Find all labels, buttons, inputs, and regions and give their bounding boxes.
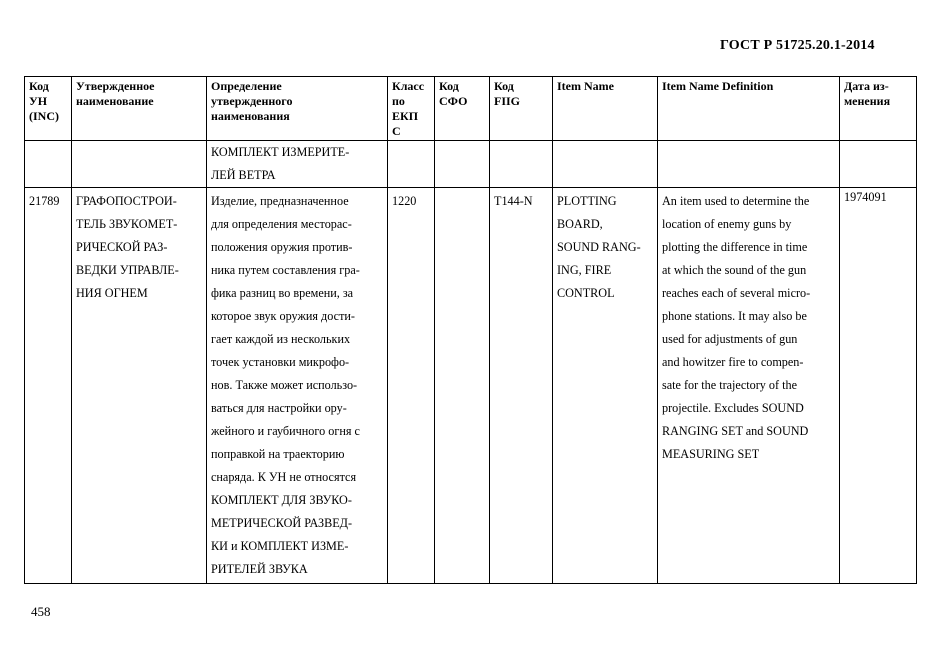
col-header-item-name: Item Name: [553, 77, 658, 141]
cell-definition: [207, 141, 388, 188]
item-name-definition-text: An item used to determine the location of enemy guns by plotting the difference in time at which the sound of the gun reaches each of several micro- phone stations. It may also be used for adjustments of gun and howitzer fire to compen- sate for the trajectory of the projectile. Excludes SOUND RANGING SET and SOUND MEASURING SET: [662, 194, 811, 461]
table-row-continuation: [25, 141, 917, 188]
col-header-fiig: Код FIIG: [490, 77, 553, 141]
standard-designation: ГОСТ Р 51725.20.1-2014: [720, 38, 875, 53]
definition-text: Изделие, предназначенное для определения месторас- положения оружия против- ника путем составления гра- фика разниц во времени, за которое звук оружия дости- гает каждой из нескольких точек установки микрофо- нов. Также может использо- ваться для настройки ору- жейного и гаубичного огня с поправкой на траекторию снаряда. К УН не относятся КОМПЛЕКТ ДЛЯ ЗВУКО- МЕТРИЧЕСКОЙ РАЗВЕД- КИ и КОМПЛЕКТ ИЗМЕ- РИТЕЛЕЙ ЗВУКА: [211, 194, 360, 576]
col-header-item-name-definition: Item Name Definition: [658, 77, 840, 141]
page-number: 458: [31, 604, 51, 619]
fiig-code: T144-N: [494, 194, 533, 208]
cell-definition: [207, 188, 388, 584]
table-row: [25, 188, 917, 584]
cell-class: [388, 188, 435, 584]
cell-approved-name: [72, 141, 207, 188]
table-header-row: [25, 77, 917, 141]
class-code: 1220: [392, 194, 417, 208]
inc-code: 21789: [29, 194, 60, 208]
col-header-change-date: Дата из- менения: [840, 77, 917, 141]
cell-item-name: [553, 141, 658, 188]
definition-text: КОМПЛЕКТ ИЗМЕРИТЕ- ЛЕЙ ВЕТРА: [211, 145, 350, 182]
item-name-text: PLOTTING BOARD, SOUND RANG- ING, FIRE CONTROL: [557, 194, 641, 300]
col-header-approved-name: Утвержденное наименование: [72, 77, 207, 141]
change-date: 1974091: [844, 190, 887, 204]
col-header-inc: Код УН (INC): [25, 77, 72, 141]
col-header-class: Класс по ЕКП С: [388, 77, 435, 141]
col-header-definition: Определение утвержденного наименования: [207, 77, 388, 141]
cell-sfo: [435, 188, 490, 584]
cell-inc: [25, 141, 72, 188]
cell-item-name-definition: [658, 188, 840, 584]
cell-item-name-definition: [658, 141, 840, 188]
cell-item-name: [553, 188, 658, 584]
approved-name-text: ГРАФОПОСТРОИ- ТЕЛЬ ЗВУКОМЕТ- РИЧЕСКОЙ РАЗ- ВЕДКИ УПРАВЛЕ- НИЯ ОГНЕМ: [76, 194, 179, 300]
col-header-sfo: Код СФО: [435, 77, 490, 141]
cell-class: [388, 141, 435, 188]
cell-change-date: [840, 188, 917, 584]
cell-approved-name: [72, 188, 207, 584]
item-name-table: [24, 76, 917, 584]
cell-inc: [25, 188, 72, 584]
cell-change-date: [840, 141, 917, 188]
cell-fiig: [490, 141, 553, 188]
cell-sfo: [435, 141, 490, 188]
cell-fiig: [490, 188, 553, 584]
